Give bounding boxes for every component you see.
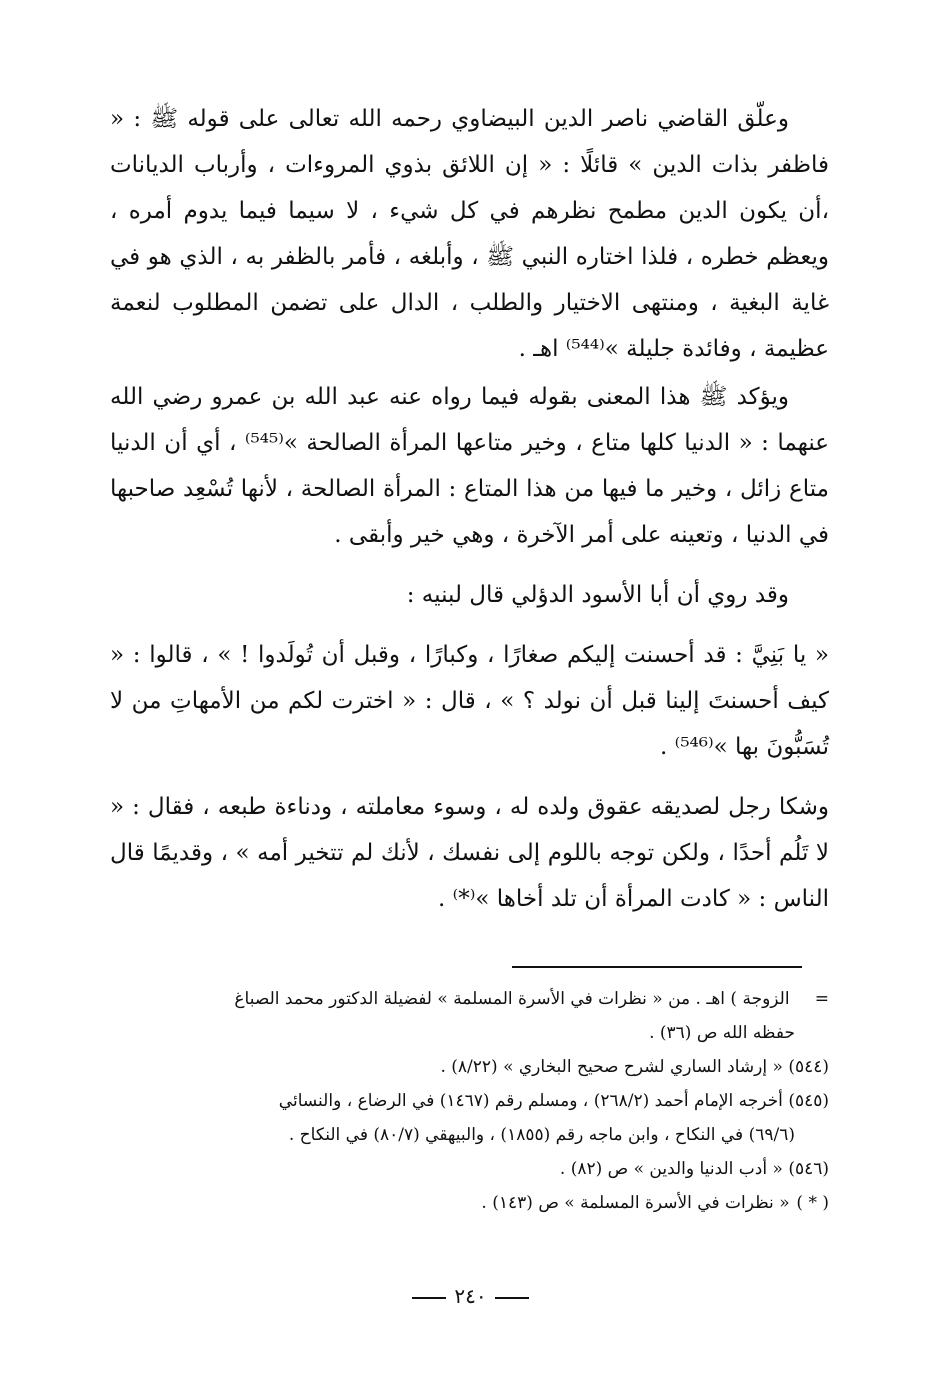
paragraph-hadith-righteous-woman: ويؤكد ﷺ هذا المعنى بقوله فيما رواه عنه عبد الله بن عمرو رضي الله عنهما : « الدنيا كلها متاع ، وخير متاعها المرأة الصالحة »⁽⁵⁴⁵⁾ ، أي أن الدنيا متاع زائل ، وخير ما فيها من هذا المتاع : المرأة الصالحة ، لأنها تُسْعِد صاحبها في الدنيا ، وتعينه على أمر الآخرة ، وهي خير وأبقى . — [110, 384, 829, 548]
paragraph-man-complaint: وشكا رجل لصديقه عقوق ولده له ، وسوء معاملته ، ودناءة طبعه ، فقال : « لا تَلُم أحدًا ، ولكن توجه باللوم إلى نفسك ، لأنك لم تتخير أمه » ، وقديمًا قال الناس : « كادت المرأة أن تلد أخاها »⁽*⁾ . — [110, 794, 829, 912]
page-number-dash — [412, 1297, 446, 1299]
footnote-separator — [512, 966, 802, 968]
footnote-text: « أدب الدنيا والدين » ص (٨٢) . — [559, 1159, 783, 1179]
footnote-marker: ( * ) — [796, 1193, 829, 1213]
footnote-545 — [108, 1084, 829, 1118]
footnote-545-continuation — [108, 1118, 829, 1152]
page-number — [0, 1282, 941, 1310]
main-text — [110, 96, 829, 922]
page-number-dash — [495, 1297, 529, 1299]
footnote-continuation — [108, 982, 829, 1016]
footnote-marker: (٥٤٦) — [788, 1159, 829, 1179]
paragraph-abu-aswad-quote: « يا بَنِيَّ : قد أحسنت إليكم صغارًا ، وكبارًا ، وقبل أن تُولَدوا ! » ، قالوا : « كيف أحسنتَ إلينا قبل أن نولد ؟ » ، قال : « اخترت لكم من الأمهاتِ من لا تُسَبُّونَ بها »⁽⁵⁴⁶⁾ . — [110, 642, 829, 760]
footnote-text: « نظرات في الأسرة المسلمة » ص (١٤٣) . — [481, 1193, 790, 1213]
footnote-546 — [108, 1152, 829, 1186]
footnote-text: (٦٩/٦) في النكاح ، وابن ماجه رقم (١٨٥٥) ، والبيهقي (٨٠/٧) في النكاح . — [288, 1125, 795, 1145]
footnote-asterisk — [108, 1186, 829, 1220]
footnote-text: أخرجه الإمام أحمد (٢٦٨/٢) ، ومسلم رقم (١٤٦٧) في الرضاع ، والنسائي — [278, 1091, 783, 1111]
footnote-continuation-line — [108, 1016, 829, 1050]
footnote-text: حفظه الله ص (٣٦) . — [649, 1023, 795, 1043]
footnote-marker: (٥٤٥) — [788, 1091, 829, 1111]
footnote-544 — [108, 1050, 829, 1084]
page-number-value: ٢٤٠ — [454, 1284, 487, 1308]
footnote-marker: = — [814, 989, 829, 1009]
footnotes — [108, 982, 829, 1220]
footnote-marker: (٥٤٤) — [788, 1057, 829, 1077]
footnote-text: الزوجة ) اهـ . من « نظرات في الأسرة المسلمة » لفضيلة الدكتور محمد الصباغ — [234, 989, 790, 1009]
footnote-text: « إرشاد الساري لشرح صحيح البخاري » (٨/٢٢) . — [440, 1057, 783, 1077]
paragraph-abu-aswad-intro: وقد روي أن أبا الأسود الدؤلي قال لبنيه : — [406, 582, 789, 608]
paragraph-baydawi-commentary: وعلّق القاضي ناصر الدين البيضاوي رحمه الله تعالى على قوله ﷺ : « فاظفر بذات الدين » قائلًا : « إن اللائق بذوي المروءات ، وأرباب الديانات ،أن يكون الدين مطمح نظرهم في كل شيء ، لا سيما فيما يدوم أمره ، ويعظم خطره ، فلذا اختاره النبي ﷺ ، وأبلغه ، فأمر بالظفر به ، الذي هو في غاية البغية ، ومنتهى الاختيار والطلب ، الدال على تضمن المطلوب لنعمة عظيمة ، وفائدة جليلة »⁽⁵⁴⁴⁾ اهـ . — [110, 106, 829, 362]
